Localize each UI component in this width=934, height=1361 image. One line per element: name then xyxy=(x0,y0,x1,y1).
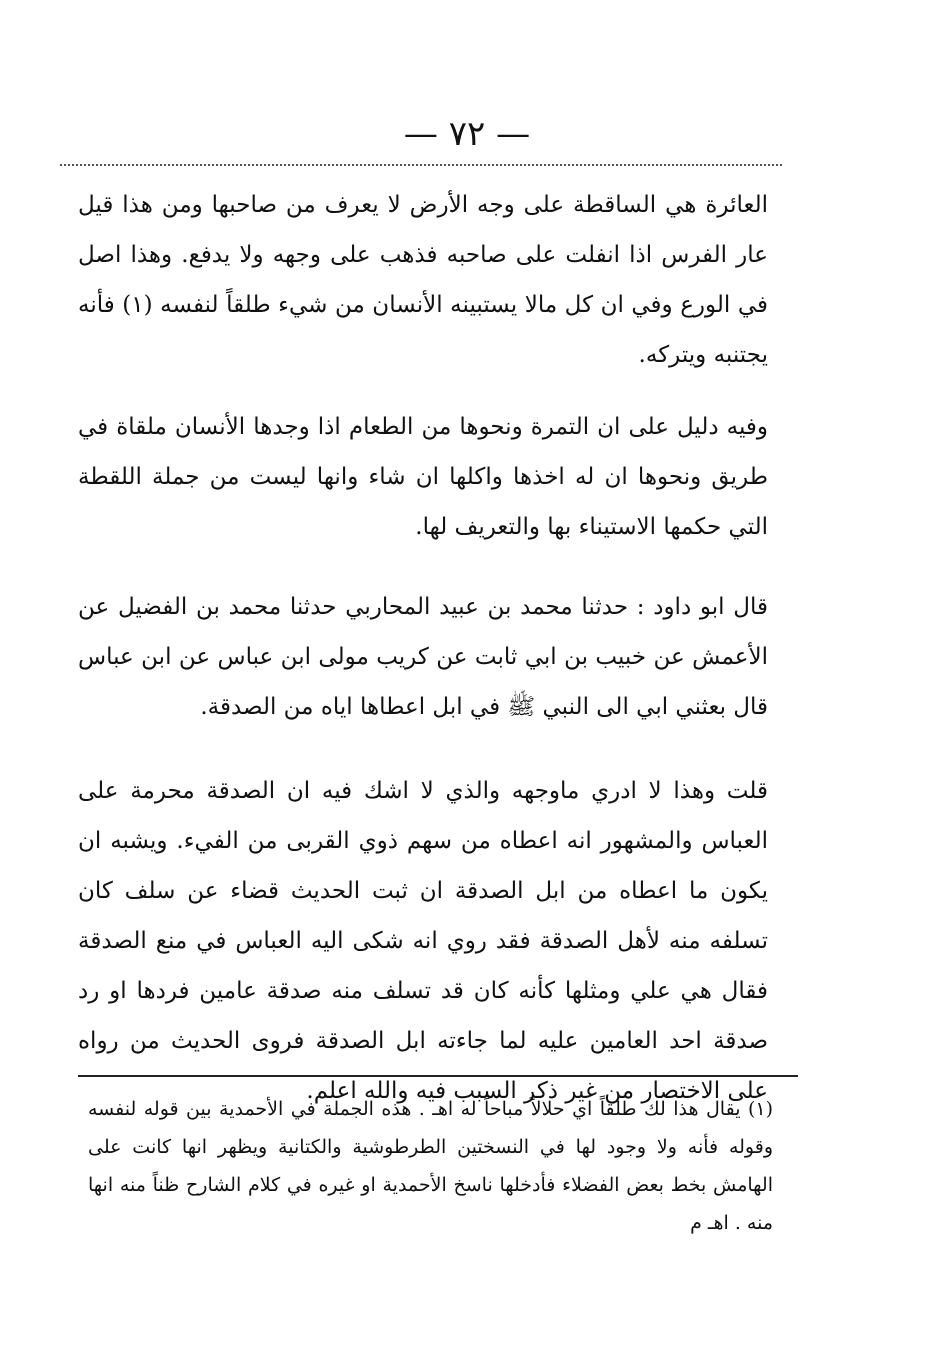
paragraph: قال ابو داود : حدثنا محمد بن عبيد المحاربي حدثنا محمد بن الفضيل عن الأعمش عن خبيب بن ابي ثابت عن كريب مولى ابن عباس عن ابن عباس قال بعثني ابي الى النبي ﷺ في ابل اعطاها اياه من الصدقة. xyxy=(78,594,768,720)
footnote-divider xyxy=(78,1075,798,1077)
page-number: — ٧٢ — xyxy=(403,114,531,154)
main-text xyxy=(78,180,768,1116)
header-divider xyxy=(60,164,782,166)
paragraph: قلت وهذا لا ادري ماوجهه والذي لا اشك فيه ان الصدقة محرمة على العباس والمشهور انه اعطاه من سهم ذوي القربى من الفيء. ويشبه ان يكون ما اعطاه من ابل الصدقة ان ثبت الحديث قضاء عن سلف كان تسلفه منه لأهل الصدقة فقد روي انه شكى اليه العباس في منع الصدقة فقال هي علي ومثلها كأنه كان قد تسلف منه صدقة عامين فردها او رد صدقة احد العامين عليه لما جاءته ابل الصدقة فروى الحديث من رواه على الاختصار من غير ذكر السبب فيه والله اعلم. xyxy=(78,778,768,1104)
paragraph: وفيه دليل على ان التمرة ونحوها من الطعام اذا وجدها الأنسان ملقاة في طريق ونحوها ان له اخذها واكلها ان شاء وانها ليست من جملة اللقطة التي حكمها الاستيناء بها والتعريف لها. xyxy=(78,414,768,540)
footnote: (١) يقال هذا لك طلقاً اي حلالاً مباحاً له اهـ . هذه الجملة في الأحمدية بين قوله لنفسه وقوله فأنه ولا وجود لها في النسختين الطرطوشية والكتانية ويظهر انها كانت على الهامش بخط بعض الفضلاء فأدخلها ناسخ الأحمدية او غيره في كلام الشارح ظناً منه انها منه . اهـ م xyxy=(88,1098,773,1234)
paragraph: العائرة هي الساقطة على وجه الأرض لا يعرف من صاحبها ومن هذا قيل عار الفرس اذا انفلت على صاحبه فذهب على وجهه ولا يدفع. وهذا اصل في الورع وفي ان كل مالا يستبينه الأنسان من شيء طلقاً لنفسه (١) فأنه يجتنبه ويتركه. xyxy=(78,192,768,368)
